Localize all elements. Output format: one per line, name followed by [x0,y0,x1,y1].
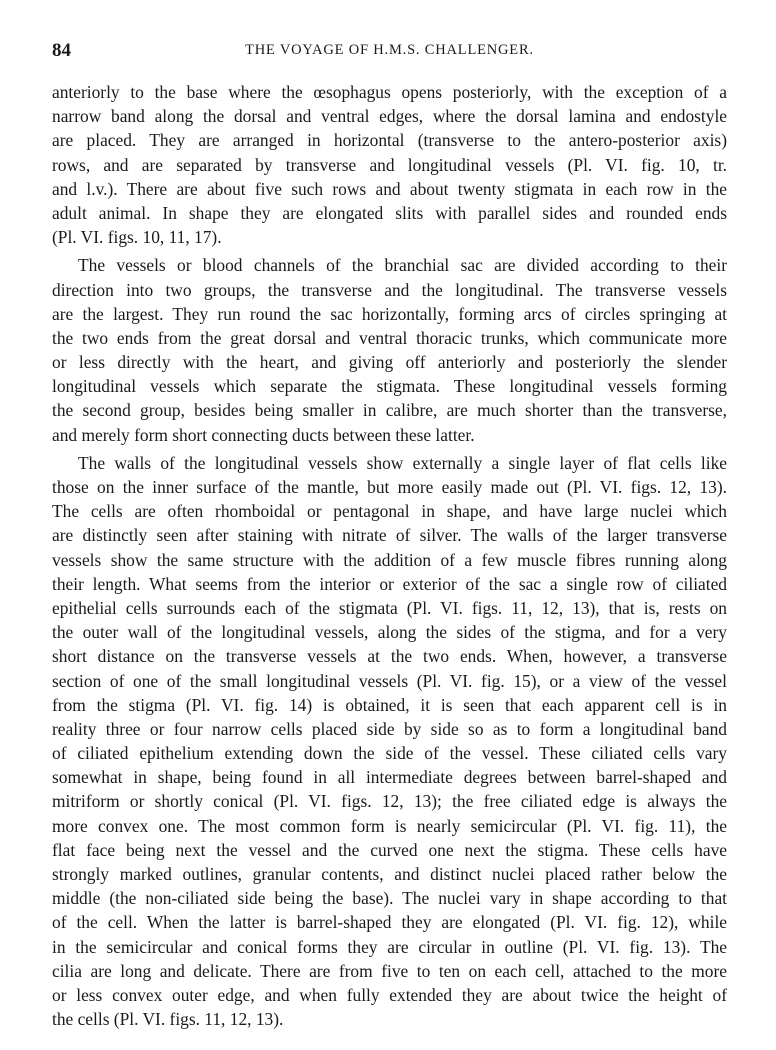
text-line: flat face being next the vessel and the curved one next the stigma. These cells have [52,839,727,860]
text-line: vessels show the same structure with the addition of a few muscle fibres running along [52,549,727,570]
text-line: longitudinal vessels which separate the stigmata. These longitudinal vessels forming [52,376,727,397]
text-line: from the stigma (Pl. VI. fig. 14) is obtained, it is seen that each apparent cell is in [52,694,727,715]
paragraph-2 [52,253,727,447]
text-line: those on the inner surface of the mantle, but more easily made out (Pl. VI. figs. 12, 13). [52,477,727,497]
text-line: short distance on the transverse vessels at the two ends. When, however, a transverse [52,646,727,667]
page-number: 84 [52,40,71,61]
text-line: are the largest. They run round the sac horizontally, forming arcs of circles springing at [52,303,727,324]
text-line: mitriform or shortly conical (Pl. VI. figs. 12, 13); the free ciliated edge is always the [52,791,727,812]
page-header [52,40,727,66]
text-line: (Pl. VI. figs. 10, 11, 17). [52,227,222,248]
text-line: adult animal. In shape they are elongated slits with parallel sides and rounded ends [52,202,727,223]
running-title: THE VOYAGE OF H.M.S. CHALLENGER. [245,42,534,58]
text-line: cilia are long and delicate. There are from five to ten on each cell, attached to the more [52,960,727,981]
text-line: rows, and are separated by transverse and longitudinal vessels (Pl. VI. fig. 10, tr. [52,154,727,175]
body-text [52,80,727,1031]
text-line: reality three or four narrow cells placed side by side so as to form a longitudinal band [52,718,727,739]
text-line: or less directly with the heart, and giving off anteriorly and posteriorly the slender [52,352,727,373]
text-line: strongly marked outlines, granular contents, and distinct nuclei placed rather below the [52,864,727,884]
text-line: and l.v.). There are about five such rows and about twenty stigmata in each row in the [52,178,727,199]
text-line: and merely form short connecting ducts between these latter. [52,424,475,445]
text-line: The walls of the longitudinal vessels show externally a single layer of flat cells like [78,452,727,473]
text-line: of ciliated epithelium extending down the side of the vessel. These ciliated cells vary [52,743,727,764]
text-line: the second group, besides being smaller in calibre, are much shorter than the transverse, [52,400,727,421]
text-line: epithelial cells surrounds each of the stigmata (Pl. VI. figs. 11, 12, 13), that is, rests on [52,597,727,618]
text-line: are placed. They are arranged in horizontal (transverse to the antero-posterior axis) [52,130,727,151]
text-line: section of one of the small longitudinal vessels (Pl. VI. fig. 15), or a view of the vessel [52,670,727,691]
paragraph-1 [52,80,727,249]
text-line: anteriorly to the base where the œsophagus opens posteriorly, with the exception of a [52,82,727,102]
text-line: in the semicircular and conical forms they are circular in outline (Pl. VI. fig. 13). The [52,936,727,957]
text-line: the outer wall of the longitudinal vessels, along the sides of the stigma, and for a very [52,622,727,643]
text-line: the two ends from the great dorsal and ventral thoracic trunks, which communicate more [52,327,727,348]
paragraph-3 [52,451,727,1032]
text-line: narrow band along the dorsal and ventral edges, where the dorsal lamina and endostyle [52,106,727,127]
text-line: or less convex outer edge, and when fully extended they are about twice the height of [52,984,727,1005]
text-line: The cells are often rhomboidal or pentagonal in shape, and have large nuclei which [52,501,727,522]
document-page [52,40,727,1035]
text-line: the cells (Pl. VI. figs. 11, 12, 13). [52,1009,284,1030]
text-line: their length. What seems from the interior or exterior of the sac a single row of ciliated [52,573,727,594]
text-line: are distinctly seen after staining with nitrate of silver. The walls of the larger transverse [52,525,727,546]
text-line: of the cell. When the latter is barrel-shaped they are elongated (Pl. VI. fig. 12), while [52,912,727,933]
text-line: somewhat in shape, being found in all intermediate degrees between barrel-shaped and [52,767,727,788]
text-line: more convex one. The most common form is nearly semicircular (Pl. VI. fig. 11), the [52,815,727,836]
text-line: middle (the non-ciliated side being the base). The nuclei vary in shape according to that [52,888,727,909]
text-line: direction into two groups, the transverse and the longitudinal. The transverse vessels [52,279,727,300]
text-line: The vessels or blood channels of the branchial sac are divided according to their [78,255,727,276]
